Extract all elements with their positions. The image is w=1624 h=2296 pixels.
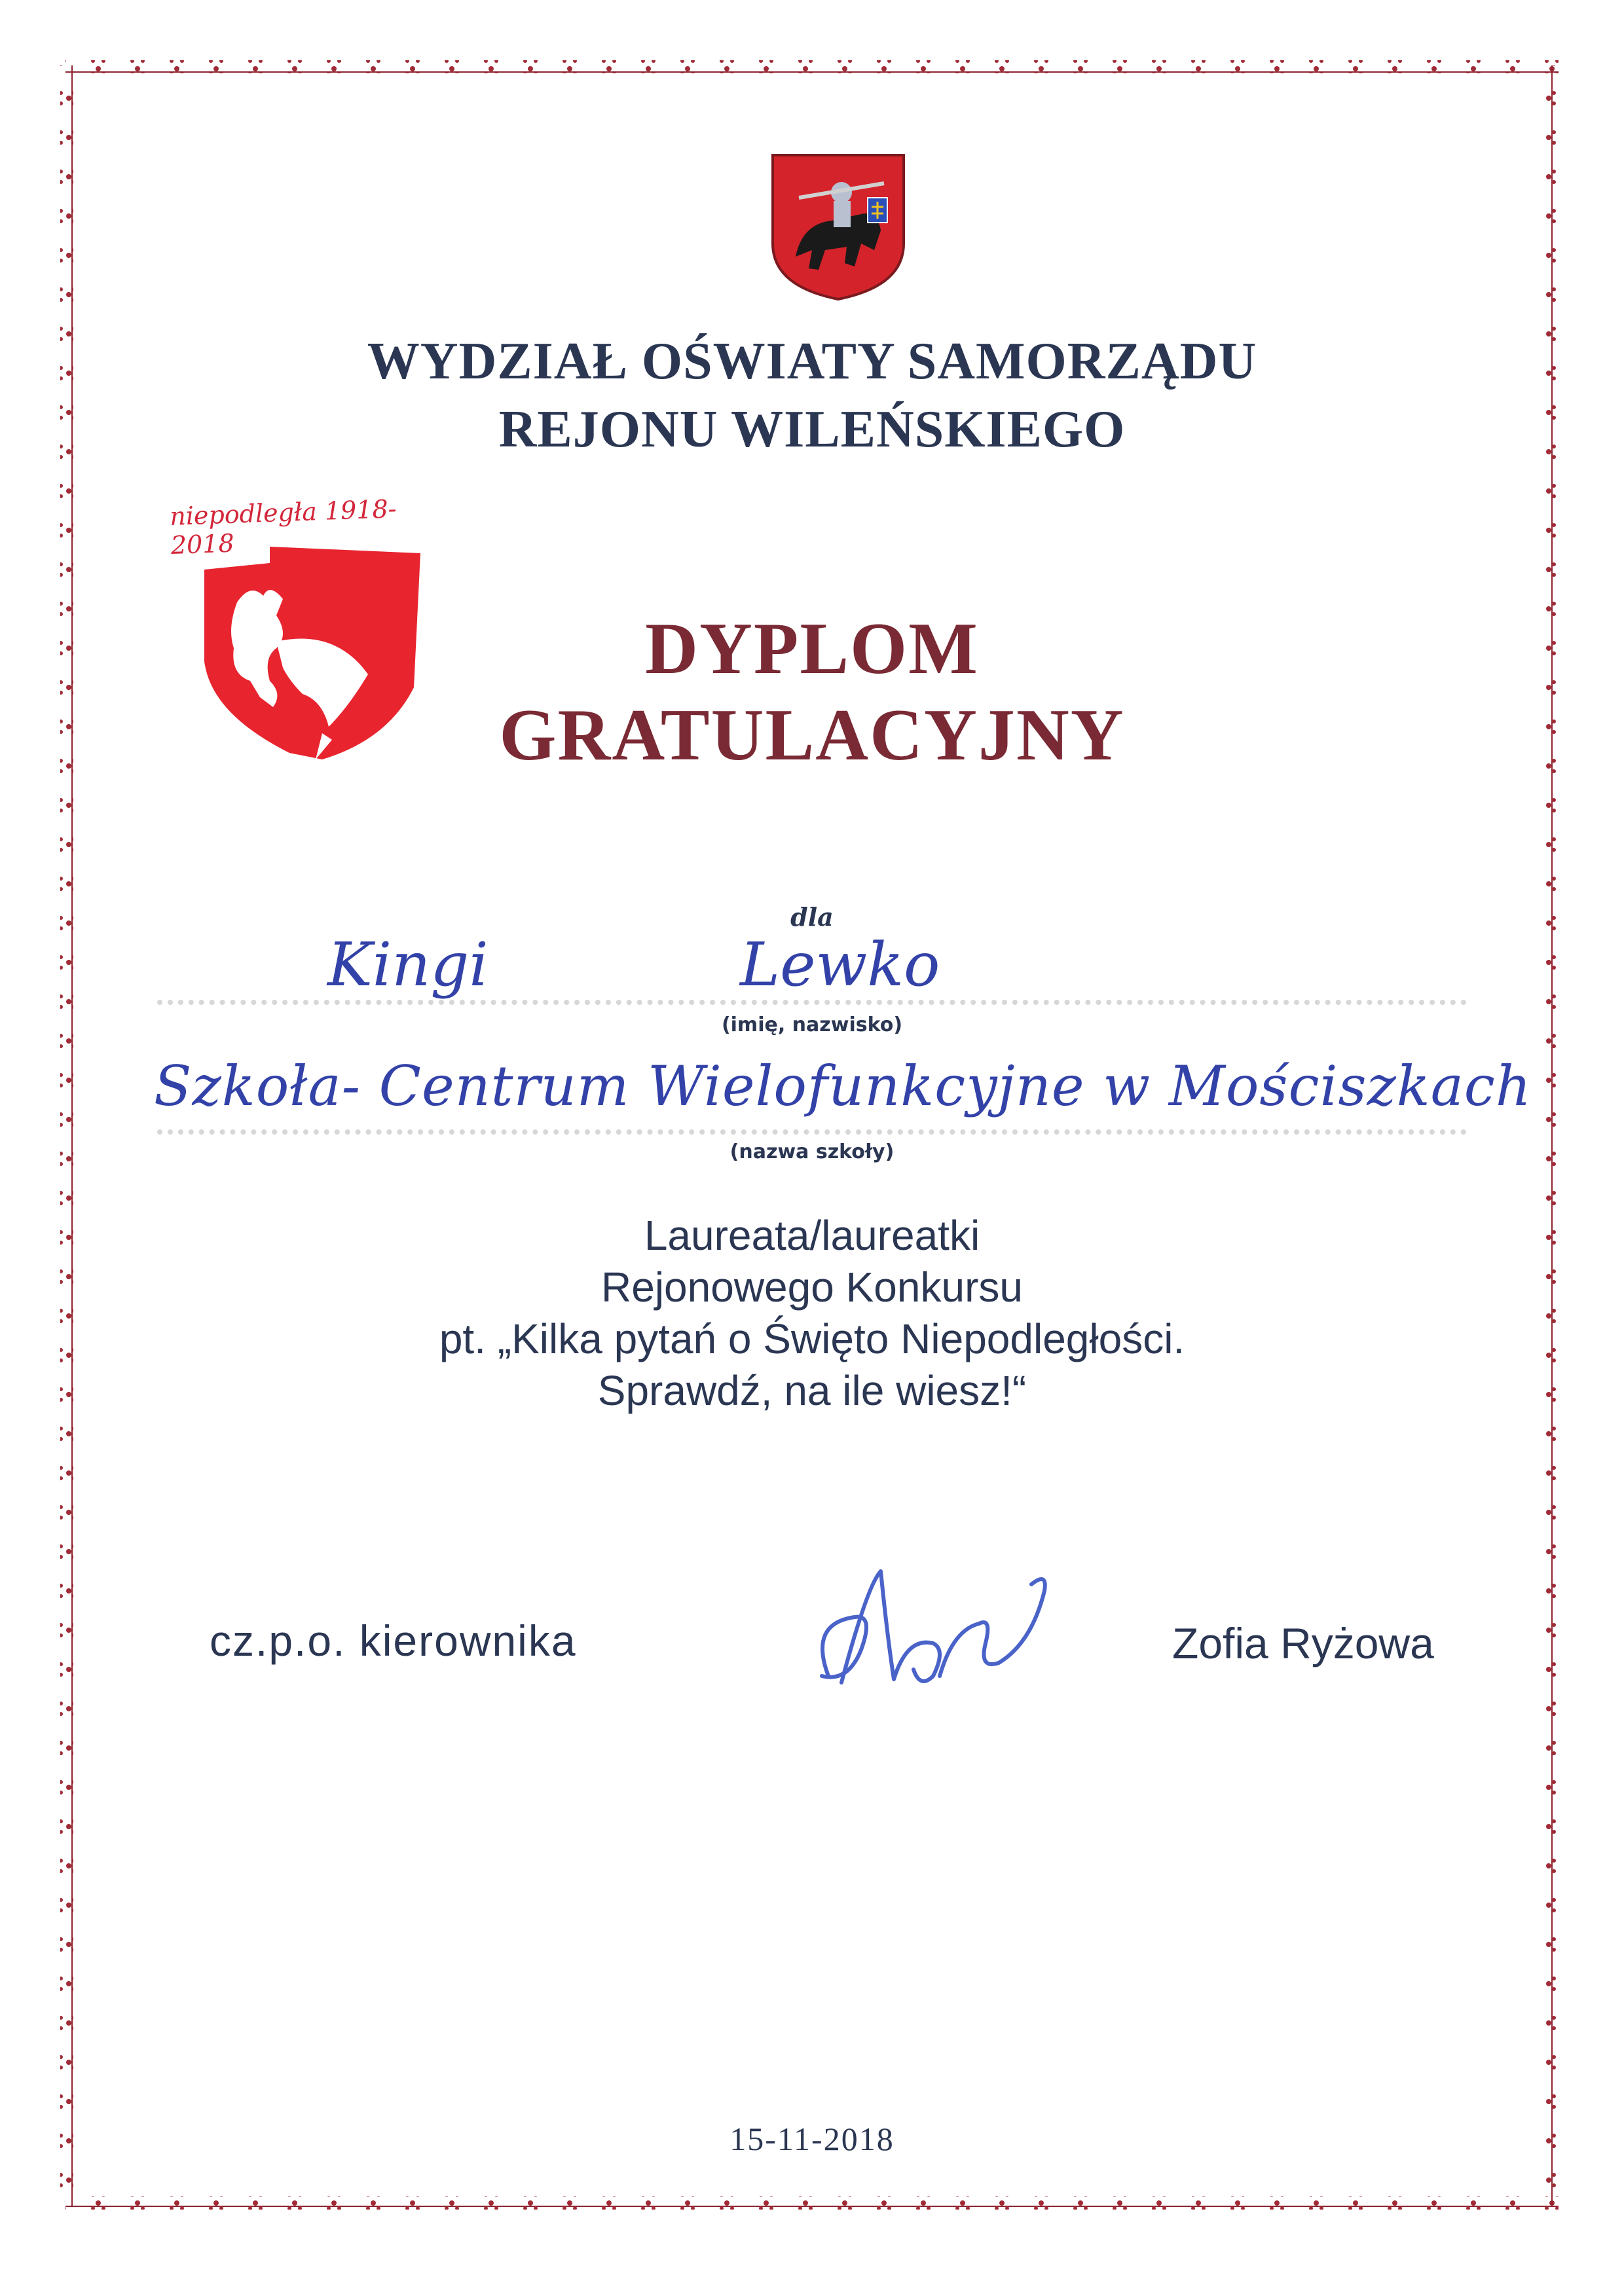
- award-line-2: Rejonowego Konkursu: [601, 1264, 1023, 1311]
- issuer-line-1: WYDZIAŁ OŚWIATY SAMORZĄDU: [367, 333, 1257, 390]
- school-dotted-line: [157, 1129, 1467, 1135]
- handwritten-signature: [783, 1545, 1071, 1715]
- title-line-1: DYPLOM: [645, 608, 979, 689]
- recipient-first-name: Kingi: [327, 930, 489, 1000]
- award-line-1: Laureata/laureatki: [644, 1212, 980, 1259]
- name-dotted-line: [157, 1000, 1467, 1005]
- award-line-4: Sprawdź, na ile wiesz!“: [597, 1367, 1027, 1414]
- issuer-line-2: REJONU WILEŃSKIEGO: [498, 401, 1126, 458]
- name-caption: (imię, nazwisko): [721, 1013, 903, 1036]
- independence-caption: niepodległa 1918-2018: [169, 494, 397, 560]
- recipient-last-name: Lewko: [740, 930, 940, 1000]
- diploma-title: [0, 606, 1624, 778]
- recipient-school: Szkoła- Centrum Wielofunkcyjne w Mościszkach: [154, 1054, 1532, 1118]
- title-line-2: GRATULACYJNY: [499, 695, 1125, 776]
- mounted-knight-coat-of-arms-icon: [769, 152, 907, 302]
- issue-date: 15-11-2018: [729, 2121, 895, 2157]
- award-line-3: pt. „Kilka pytań o Święto Niepodległości.: [439, 1315, 1185, 1362]
- school-caption: (nazwa szkoły): [729, 1140, 895, 1163]
- signer-role: cz.p.o. kierownika: [210, 1616, 577, 1665]
- recipient-prefix: dla: [790, 902, 834, 932]
- award-description: [0, 1210, 1624, 1417]
- issuer-header: [0, 327, 1624, 464]
- signer-name: Zofia Ryżowa: [1172, 1619, 1434, 1667]
